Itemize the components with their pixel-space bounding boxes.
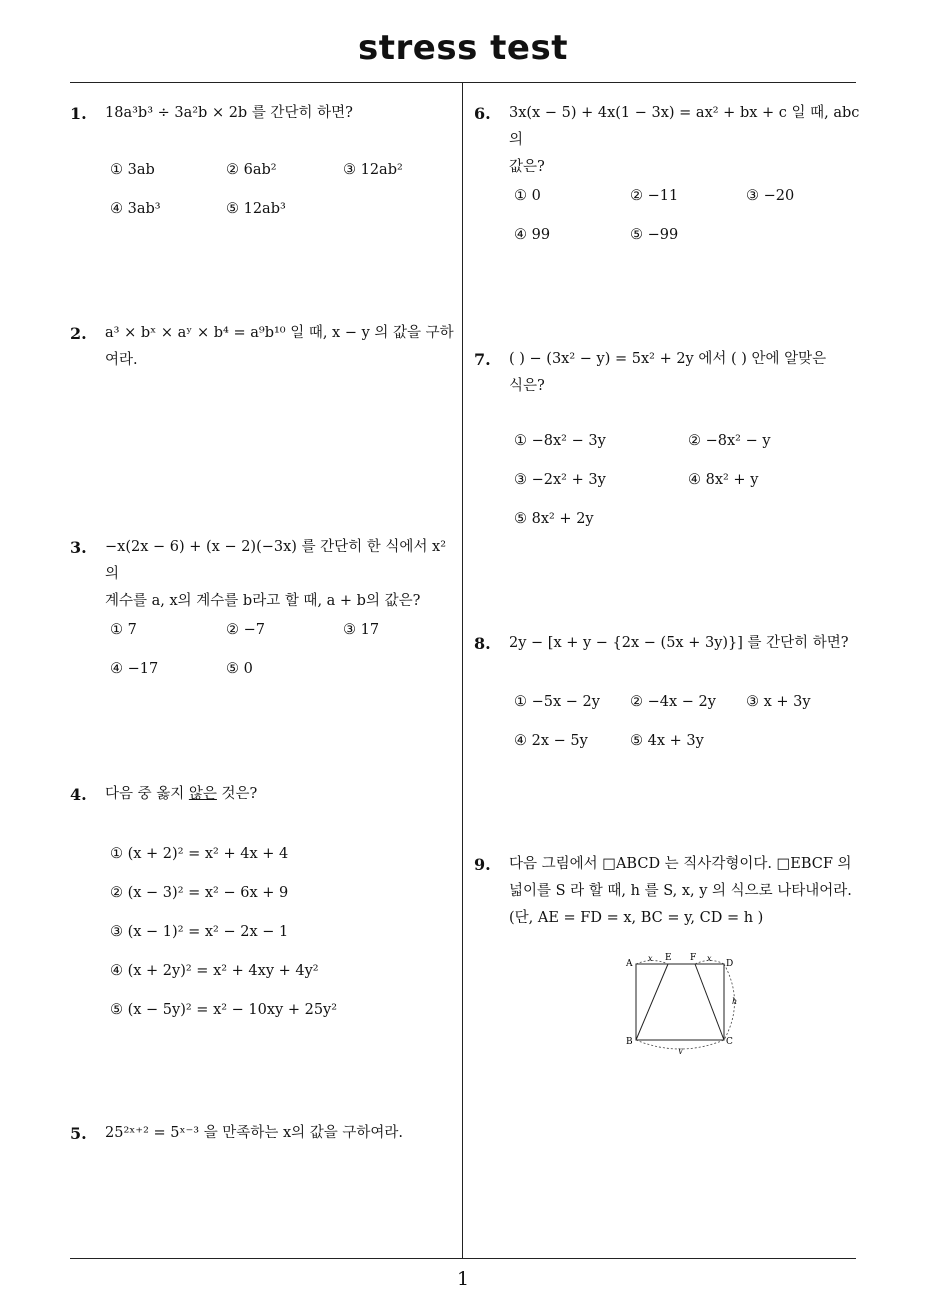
option-5[interactable]: ⑤ −99	[630, 227, 679, 243]
option-2[interactable]: ② −4x − 2y	[630, 694, 716, 710]
question-stem-line2: 넓이를 S 라 할 때, h 를 S, x, y 의 식으로 나타내어라.	[509, 883, 852, 899]
question-number: 8.	[474, 634, 491, 653]
question-3	[70, 534, 460, 615]
question-5	[70, 1120, 460, 1147]
header-rule	[70, 82, 856, 83]
question-number: 1.	[70, 104, 87, 123]
question-stem-line3: (단, AE = FD = x, BC = y, CD = h )	[509, 910, 764, 926]
question-stem-line2: 값은?	[509, 159, 545, 175]
option-4[interactable]: ④ (x + 2y)² = x² + 4xy + 4y²	[110, 963, 319, 979]
option-5[interactable]: ⑤ 12ab³	[226, 201, 286, 217]
question-stem-line2: 계수를 a, x의 계수를 b라고 할 때, a + b의 값은?	[105, 593, 421, 609]
option-1[interactable]: ① 7	[110, 622, 137, 638]
stem-emphasis: 않은	[188, 786, 217, 802]
option-3[interactable]: ③ −2x² + 3y	[514, 472, 606, 488]
question-number: 2.	[70, 324, 87, 343]
page-number: 1	[456, 1268, 470, 1290]
option-3[interactable]: ③ 12ab²	[343, 162, 403, 178]
question-number: 4.	[70, 785, 87, 804]
rectangle-figure	[625, 952, 741, 1054]
stem-text-end: 것은?	[216, 786, 258, 802]
question-number: 9.	[474, 855, 491, 874]
question-number: 6.	[474, 104, 491, 123]
option-5[interactable]: ⑤ 8x² + 2y	[514, 511, 594, 527]
stem-text: 다음 중 옳지	[105, 786, 189, 802]
label-d: D	[726, 959, 734, 969]
question-stem	[105, 781, 460, 808]
question-number: 3.	[70, 538, 87, 557]
segment-fc	[695, 964, 724, 1040]
question-stem: 18a³b³ ÷ 3a²b × 2b 를 간단히 하면?	[105, 105, 353, 121]
footer-rule	[70, 1258, 856, 1259]
option-1[interactable]: ① 0	[514, 188, 541, 204]
option-1[interactable]: ① −5x − 2y	[514, 694, 600, 710]
label-h: h	[732, 997, 738, 1006]
question-stem-line2: 식은?	[509, 378, 545, 394]
option-5[interactable]: ⑤ (x − 5y)² = x² − 10xy + 25y²	[110, 1002, 338, 1018]
page-title: stress test	[358, 28, 568, 68]
question-stem-line1: 다음 그림에서 □ABCD 는 직사각형이다. □EBCF 의	[509, 856, 852, 872]
question-stem: 25²ˣ⁺² = 5ˣ⁻³ 을 만족하는 x의 값을 구하여라.	[105, 1125, 403, 1141]
option-2[interactable]: ② 6ab²	[226, 162, 277, 178]
option-2[interactable]: ② −7	[226, 622, 265, 638]
rectangle-abcd	[636, 964, 724, 1040]
label-f: F	[690, 953, 697, 963]
option-1[interactable]: ① (x + 2)² = x² + 4x + 4	[110, 846, 289, 862]
question-stem-line1: −x(2x − 6) + (x − 2)(−3x) 를 간단히 한 식에서 x² 의	[105, 539, 447, 582]
question-9	[474, 851, 860, 932]
question-2	[70, 320, 460, 374]
label-x-fd: x	[707, 954, 712, 963]
option-2[interactable]: ② −8x² − y	[688, 433, 771, 449]
question-number: 5.	[70, 1124, 87, 1143]
option-2[interactable]: ② −11	[630, 188, 679, 204]
option-4[interactable]: ④ 2x − 5y	[514, 733, 588, 749]
option-4[interactable]: ④ 99	[514, 227, 551, 243]
option-4[interactable]: ④ 3ab³	[110, 201, 161, 217]
label-b: B	[626, 1037, 633, 1047]
question-1	[70, 100, 460, 127]
question-stem-line1: ( ) − (3x² − y) = 5x² + 2y 에서 ( ) 안에 알맞은	[509, 351, 827, 367]
label-c: C	[726, 1037, 733, 1047]
option-1[interactable]: ① 3ab	[110, 162, 155, 178]
option-3[interactable]: ③ (x − 1)² = x² − 2x − 1	[110, 924, 289, 940]
question-6	[474, 100, 860, 181]
option-5[interactable]: ⑤ 0	[226, 661, 253, 677]
option-4[interactable]: ④ 8x² + y	[688, 472, 759, 488]
question-stem-line1: 3x(x − 5) + 4x(1 − 3x) = ax² + bx + c 일 때, abc 의	[509, 105, 860, 148]
question-stem-line2: 여라.	[105, 352, 138, 368]
label-y: y	[678, 1046, 683, 1054]
option-2[interactable]: ② (x − 3)² = x² − 6x + 9	[110, 885, 289, 901]
option-1[interactable]: ① −8x² − 3y	[514, 433, 606, 449]
question-stem: 2y − [x + y − {2x − (5x + 3y)}] 를 간단히 하면?	[509, 635, 849, 651]
question-stem-line1: a³ × bˣ × aʸ × b⁴ = a⁹b¹⁰ 일 때, x − y 의 값을 구하	[105, 325, 454, 341]
label-a: A	[626, 959, 633, 969]
question-7	[474, 346, 860, 400]
question-4	[70, 781, 460, 808]
question-8	[474, 630, 860, 657]
label-e: E	[665, 953, 672, 963]
option-3[interactable]: ③ 17	[343, 622, 380, 638]
question-number: 7.	[474, 350, 491, 369]
option-3[interactable]: ③ −20	[746, 188, 795, 204]
option-3[interactable]: ③ x + 3y	[746, 694, 811, 710]
column-divider	[462, 82, 463, 1258]
segment-eb	[636, 964, 668, 1040]
label-x-ae: x	[648, 954, 653, 963]
option-5[interactable]: ⑤ 4x + 3y	[630, 733, 704, 749]
option-4[interactable]: ④ −17	[110, 661, 159, 677]
